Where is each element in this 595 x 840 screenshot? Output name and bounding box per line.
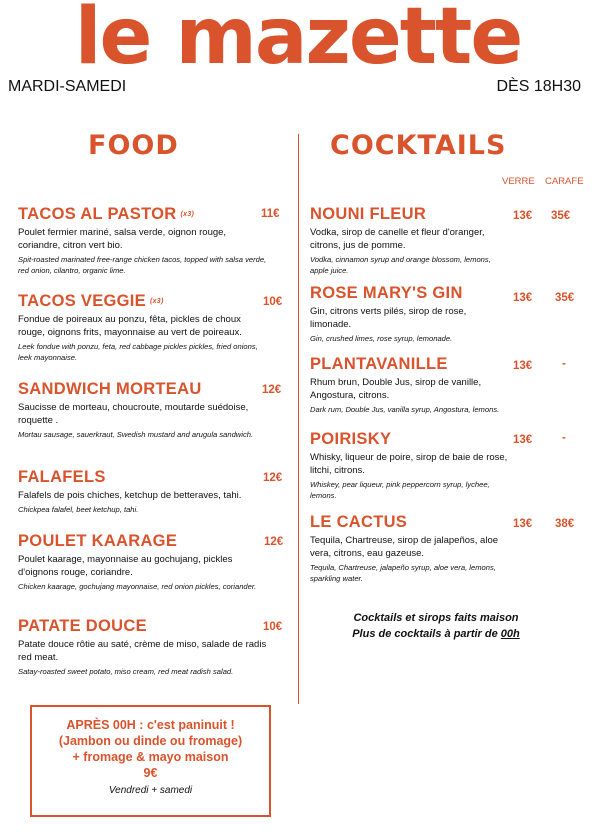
item-translation: Dark rum, Double Jus, vanilla syrup, Angostura, lemons. xyxy=(310,405,500,414)
logo: le mazette xyxy=(74,0,522,82)
item-name: LE CACTUS xyxy=(310,513,408,531)
food-item-poulet-kaarage xyxy=(18,532,270,593)
item-name: TACOS AL PASTOR xyxy=(18,205,177,223)
item-translation: Whiskey, pear liqueur, pink peppercorn syrup, lychee, lemons. xyxy=(310,480,490,500)
item-description: Saucisse de morteau, choucroute, moutarde suédoise, roquette . xyxy=(18,402,249,426)
item-description: Tequila, Chartreuse, sirop de jalapeños, aloe vera, citrons, eau gazeuse. xyxy=(310,535,499,559)
item-name: NOUNI FLEUR xyxy=(310,205,427,223)
item-name: PATATE DOUCE xyxy=(18,617,147,635)
item-translation: Leek fondue with ponzu, feta, red cabbage pickles pickles, fried onions, leek mayonnaise. xyxy=(18,342,258,362)
carafe-price: 35€ xyxy=(555,292,575,304)
item-translation: Spit-roasted marinated free-range chicken tacos, topped with salsa verde, red onion, cilantro, organic lime. xyxy=(18,255,267,275)
cocktails-section-title: COCKTAILS xyxy=(330,130,507,161)
item-translation: Tequila, Chartreuse, jalapeño syrup, aloe vera, lemons, sparkling water. xyxy=(310,563,496,583)
food-price: 11€ xyxy=(261,208,280,220)
item-name: TACOS VEGGIE xyxy=(18,292,146,310)
column-divider xyxy=(298,134,299,704)
carafe-price: - xyxy=(562,432,566,444)
item-name: ROSE MARY'S GIN xyxy=(310,284,463,302)
item-name: FALAFELS xyxy=(18,468,106,486)
item-qty: (x3) xyxy=(180,211,195,219)
paninuit-banner xyxy=(30,705,271,817)
cocktail-item-poirisky xyxy=(310,430,508,501)
item-description: Poulet kaarage, mayonnaise au gochujang, pickles d'oignons rouge, coriandre. xyxy=(18,554,233,578)
note-line-2: Plus de cocktails à partir de xyxy=(352,628,498,640)
banner-days: Vendredi + samedi xyxy=(108,785,193,796)
note-line-1: Cocktails et sirops faits maison xyxy=(353,612,519,624)
item-name: POIRISKY xyxy=(310,430,392,448)
verre-price: 13€ xyxy=(513,518,533,530)
item-name: POULET KAARAGE xyxy=(18,532,178,550)
item-description: Falafels de pois chiches, ketchup de betteraves, tahi. xyxy=(18,490,242,501)
item-description: Patate douce rôtie au saté, crème de miso, salade de radis red meat. xyxy=(18,639,267,663)
food-price: 10€ xyxy=(263,296,283,308)
food-item-tacos-al-pastor xyxy=(18,205,270,276)
item-name: PLANTAVANILLE xyxy=(310,355,448,373)
cocktails-note xyxy=(318,610,554,642)
food-price: 12€ xyxy=(262,384,282,396)
item-description: Whisky, liqueur de poire, sirop de baie de rose, litchi, citrons. xyxy=(310,452,508,476)
cocktail-item-nouni-fleur xyxy=(310,205,508,276)
banner-line-3: + fromage & mayo maison xyxy=(72,750,229,764)
banner-line-2: (Jambon ou dinde ou fromage) xyxy=(58,734,243,748)
food-item-tacos-veggie xyxy=(18,292,270,363)
cocktail-item-plantavanille xyxy=(310,355,508,416)
carafe-price: - xyxy=(562,358,566,370)
food-item-patate-douce xyxy=(18,617,270,678)
note-time: 00h xyxy=(500,628,520,640)
item-description: Rhum brun, Double Jus, sirop de vanille, Angostura, citrons. xyxy=(310,377,482,401)
food-item-sandwich-morteau xyxy=(18,380,270,441)
food-price: 12€ xyxy=(264,536,284,548)
banner-line-1: APRÈS 00H : c'est paninuit ! xyxy=(66,718,235,732)
item-qty: (x3) xyxy=(149,298,164,306)
carafe-price: 38€ xyxy=(555,518,575,530)
verre-price: 13€ xyxy=(513,360,533,372)
opening-hours: DÈS 18H30 xyxy=(496,78,581,95)
food-section-title: FOOD xyxy=(88,130,179,161)
verre-price: 13€ xyxy=(513,210,533,222)
verre-price: 13€ xyxy=(513,292,533,304)
item-description: Gin, citrons verts pilés, sirop de rose, limonade. xyxy=(310,306,467,330)
item-name: SANDWICH MORTEAU xyxy=(18,380,202,398)
item-translation: Satay-roasted sweet potato, miso cream, red meat radish salad. xyxy=(18,667,234,676)
food-item-falafels xyxy=(18,468,270,516)
item-translation: Vodka, cinnamon syrup and orange blossom, lemons, apple juice. xyxy=(310,255,491,275)
verre-price: 13€ xyxy=(513,434,533,446)
verre-column-header: VERRE xyxy=(502,176,535,187)
food-price: 12€ xyxy=(263,472,283,484)
carafe-column-header: CARAFE xyxy=(545,176,584,187)
cocktail-item-rose-marys-gin xyxy=(310,284,508,345)
cocktail-item-le-cactus xyxy=(310,513,508,584)
item-translation: Mortau sausage, sauerkraut, Swedish mustard and arugula sandwich. xyxy=(18,430,254,439)
item-description: Fondue de poireaux au ponzu, fêta, pickles de choux rouge, oignons frits, mayonnaise au vert de poireaux. xyxy=(18,314,242,338)
item-translation: Chickpea falafel, beet ketchup, tahi. xyxy=(18,505,139,514)
item-translation: Chicken kaarage, gochujang mayonnaise, red onion pickles, coriander. xyxy=(18,582,257,591)
item-description: Poulet fermier mariné, salsa verde, oignon rouge, coriandre, citron vert bio. xyxy=(18,227,227,251)
item-translation: Gin, crushed limes, rose syrup, lemonade. xyxy=(310,334,453,343)
banner-price: 9€ xyxy=(143,766,158,780)
item-description: Vodka, sirop de canelle et fleur d'oranger, citrons, jus de pomme. xyxy=(310,227,485,251)
food-price: 10€ xyxy=(263,621,283,633)
carafe-price: 35€ xyxy=(551,210,571,222)
opening-days: MARDI-SAMEDI xyxy=(8,78,127,95)
